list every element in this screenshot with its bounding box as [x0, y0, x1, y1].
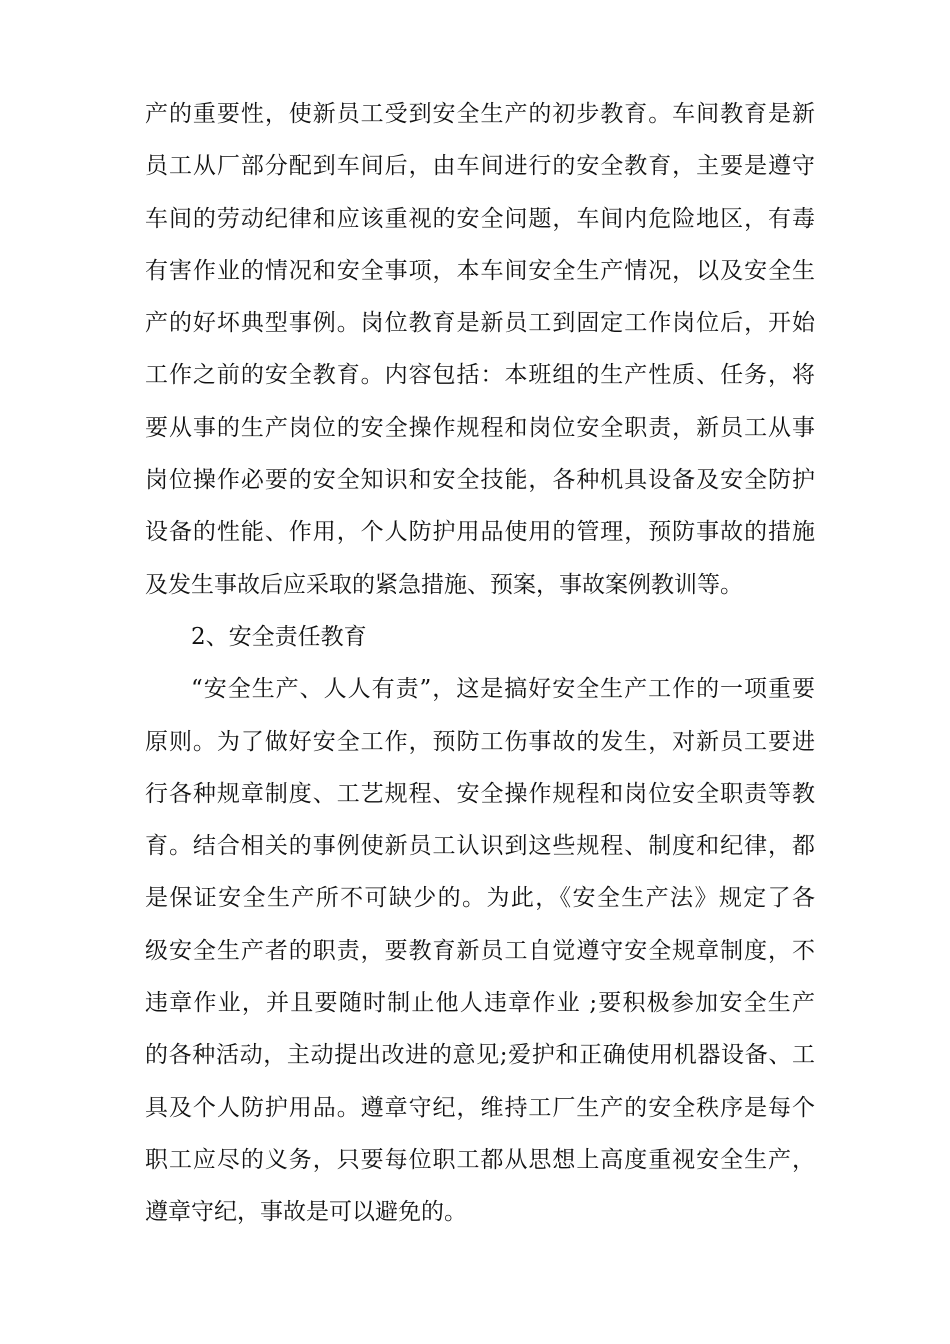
text-line: 工作之前的安全教育。内容包括：本班组的生产性质、任务，将	[145, 362, 815, 389]
text-line: 级安全生产者的职责，要教育新员工自觉遵守安全规章制度，不	[145, 937, 815, 964]
text-line: 的各种活动，主动提出改进的意见;爱护和正确使用机器设备、工	[145, 1042, 815, 1069]
text-line: 要从事的生产岗位的安全操作规程和岗位安全职责，新员工从事	[145, 414, 815, 441]
text-line: 员工从厂部分配到车间后，由车间进行的安全教育，主要是遵守	[145, 153, 815, 180]
text-line: 原则。为了做好安全工作，预防工伤事故的发生，对新员工要进	[145, 728, 815, 755]
text-line: 设备的性能、作用，个人防护用品使用的管理，预防事故的措施	[145, 519, 815, 546]
section-heading	[145, 611, 815, 663]
text-line: 及发生事故后应采取的紧急措施、预案，事故案例教训等。	[145, 571, 743, 598]
paragraph-2	[145, 663, 815, 1238]
body-text	[145, 88, 815, 1239]
text-line: 具及个人防护用品。遵章守纪，维持工厂生产的安全秩序是每个	[145, 1094, 815, 1121]
text-line: 行各种规章制度、工艺规程、安全操作规程和岗位安全职责等教	[145, 780, 815, 807]
text-line: 岗位操作必要的安全知识和安全技能，各种机具设备及安全防护	[145, 467, 815, 494]
text-line: “安全生产、人人有责”，这是搞好安全生产工作的一项重要	[191, 676, 815, 703]
text-line: 职工应尽的义务，只要每位职工都从思想上高度重视安全生产，	[145, 1146, 815, 1173]
text-line: 产的好坏典型事例。岗位教育是新员工到固定工作岗位后，开始	[145, 310, 815, 337]
text-line: 产的重要性，使新员工受到安全生产的初步教育。车间教育是新	[145, 101, 815, 127]
text-line: 有害作业的情况和安全事项，本车间安全生产情况，以及安全生	[145, 257, 815, 284]
text-line: 车间的劳动纪律和应该重视的安全问题，车间内危险地区，有毒	[145, 205, 815, 232]
text-line: 育。结合相关的事例使新员工认识到这些规程、制度和纪律，都	[145, 833, 815, 860]
text-line: 遵章守纪，事故是可以避免的。	[145, 1199, 467, 1226]
paragraph-1	[145, 88, 815, 611]
heading-line: 2、安全责任教育	[191, 623, 367, 650]
text-line: 违章作业，并且要随时制止他人违章作业 ;要积极参加安全生产	[145, 990, 815, 1017]
text-line: 是保证安全生产所不可缺少的。为此，《安全生产法》规定了各	[145, 885, 815, 912]
